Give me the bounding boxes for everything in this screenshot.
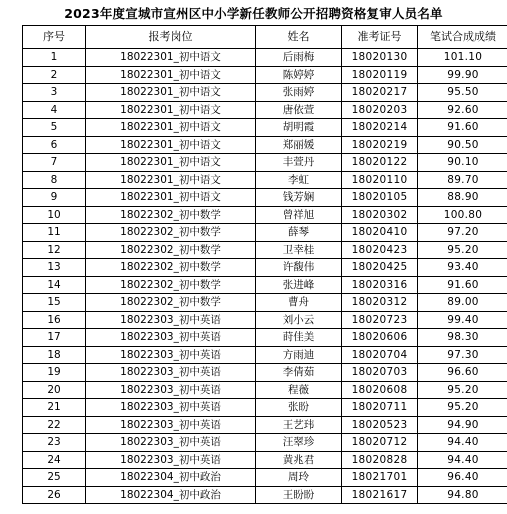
cell-seq: 16	[23, 311, 86, 329]
cell-name: 张进峰	[256, 276, 342, 294]
table-row	[23, 486, 507, 504]
cell-exam-id: 18020723	[342, 311, 418, 329]
cell-position: 18022303_初中英语	[86, 399, 256, 417]
table-row	[23, 364, 507, 382]
cell-exam-id: 18020425	[342, 259, 418, 277]
cell-score: 97.30	[418, 346, 507, 364]
cell-score: 96.40	[418, 469, 507, 487]
cell-score: 90.10	[418, 154, 507, 172]
table-row	[23, 49, 507, 67]
cell-seq: 17	[23, 329, 86, 347]
cell-name: 王盼盼	[256, 486, 342, 504]
cell-seq: 11	[23, 224, 86, 242]
cell-position: 18022303_初中英语	[86, 329, 256, 347]
cell-name: 王艺玮	[256, 416, 342, 434]
cell-exam-id: 18020302	[342, 206, 418, 224]
cell-name: 汪翠珍	[256, 434, 342, 452]
cell-position: 18022303_初中英语	[86, 346, 256, 364]
cell-exam-id: 18020712	[342, 434, 418, 452]
cell-score: 98.30	[418, 329, 507, 347]
table-row	[23, 381, 507, 399]
cell-exam-id: 18020110	[342, 171, 418, 189]
cell-position: 18022301_初中语文	[86, 136, 256, 154]
cell-position: 18022302_初中数学	[86, 294, 256, 312]
cell-name: 许馥伟	[256, 259, 342, 277]
document-title: 2023年度宣城市宣州区中小学新任教师公开招聘资格复审人员名单	[64, 6, 443, 21]
cell-seq: 8	[23, 171, 86, 189]
table-row	[23, 434, 507, 452]
candidate-table	[22, 25, 507, 504]
table-row	[23, 154, 507, 172]
cell-position: 18022303_初中英语	[86, 364, 256, 382]
cell-seq: 14	[23, 276, 86, 294]
cell-seq: 2	[23, 66, 86, 84]
cell-score: 95.20	[418, 399, 507, 417]
cell-seq: 21	[23, 399, 86, 417]
table-row	[23, 294, 507, 312]
cell-name: 方雨迪	[256, 346, 342, 364]
cell-score: 95.50	[418, 84, 507, 102]
cell-name: 周玲	[256, 469, 342, 487]
cell-seq: 3	[23, 84, 86, 102]
cell-position: 18022301_初中语文	[86, 66, 256, 84]
cell-exam-id: 18020219	[342, 136, 418, 154]
cell-seq: 7	[23, 154, 86, 172]
cell-name: 郑丽媛	[256, 136, 342, 154]
cell-seq: 20	[23, 381, 86, 399]
table-row	[23, 206, 507, 224]
cell-score: 89.00	[418, 294, 507, 312]
table-row	[23, 451, 507, 469]
cell-exam-id: 18020410	[342, 224, 418, 242]
cell-score: 89.70	[418, 171, 507, 189]
header-score: 笔试合成成绩	[418, 26, 507, 49]
cell-seq: 18	[23, 346, 86, 364]
cell-name: 曾祥旭	[256, 206, 342, 224]
header-exam-id: 准考证号	[342, 26, 418, 49]
cell-position: 18022302_初中数学	[86, 224, 256, 242]
cell-score: 99.90	[418, 66, 507, 84]
cell-exam-id: 18020523	[342, 416, 418, 434]
cell-score: 94.40	[418, 451, 507, 469]
cell-score: 90.50	[418, 136, 507, 154]
cell-score: 97.20	[418, 224, 507, 242]
cell-score: 93.40	[418, 259, 507, 277]
cell-score: 101.10	[418, 49, 507, 67]
cell-exam-id: 18020217	[342, 84, 418, 102]
cell-score: 91.60	[418, 119, 507, 137]
cell-seq: 6	[23, 136, 86, 154]
table-row	[23, 469, 507, 487]
cell-position: 18022302_初中数学	[86, 206, 256, 224]
cell-position: 18022303_初中英语	[86, 381, 256, 399]
cell-exam-id: 18020130	[342, 49, 418, 67]
cell-seq: 10	[23, 206, 86, 224]
cell-name: 李虹	[256, 171, 342, 189]
cell-seq: 1	[23, 49, 86, 67]
cell-name: 胡明霞	[256, 119, 342, 137]
cell-seq: 4	[23, 101, 86, 119]
table-row	[23, 241, 507, 259]
cell-name: 莳佳美	[256, 329, 342, 347]
cell-exam-id: 18020608	[342, 381, 418, 399]
cell-name: 后雨梅	[256, 49, 342, 67]
cell-name: 张盼	[256, 399, 342, 417]
cell-score: 94.40	[418, 434, 507, 452]
cell-score: 95.20	[418, 381, 507, 399]
cell-seq: 9	[23, 189, 86, 207]
table-row	[23, 259, 507, 277]
table-row	[23, 416, 507, 434]
table-row	[23, 329, 507, 347]
table-row	[23, 119, 507, 137]
cell-name: 黄兆君	[256, 451, 342, 469]
cell-score: 92.60	[418, 101, 507, 119]
cell-name: 钱芳娴	[256, 189, 342, 207]
cell-exam-id: 18020122	[342, 154, 418, 172]
cell-position: 18022302_初中数学	[86, 241, 256, 259]
table-row	[23, 224, 507, 242]
cell-seq: 12	[23, 241, 86, 259]
cell-score: 96.60	[418, 364, 507, 382]
cell-exam-id: 18020423	[342, 241, 418, 259]
header-position: 报考岗位	[86, 26, 256, 49]
cell-seq: 19	[23, 364, 86, 382]
cell-position: 18022303_初中英语	[86, 311, 256, 329]
cell-exam-id: 18020105	[342, 189, 418, 207]
cell-score: 88.90	[418, 189, 507, 207]
cell-position: 18022301_初中语文	[86, 49, 256, 67]
cell-seq: 22	[23, 416, 86, 434]
cell-position: 18022301_初中语文	[86, 84, 256, 102]
table-row	[23, 171, 507, 189]
cell-name: 丰萱丹	[256, 154, 342, 172]
cell-exam-id: 18021701	[342, 469, 418, 487]
cell-exam-id: 18020828	[342, 451, 418, 469]
cell-seq: 25	[23, 469, 86, 487]
table-row	[23, 346, 507, 364]
table-row	[23, 399, 507, 417]
cell-seq: 26	[23, 486, 86, 504]
cell-exam-id: 18020711	[342, 399, 418, 417]
cell-position: 18022304_初中政治	[86, 469, 256, 487]
cell-name: 薛琴	[256, 224, 342, 242]
cell-score: 100.80	[418, 206, 507, 224]
cell-position: 18022301_初中语文	[86, 189, 256, 207]
table-body	[23, 49, 507, 504]
cell-exam-id: 18020119	[342, 66, 418, 84]
cell-score: 94.90	[418, 416, 507, 434]
cell-position: 18022303_初中英语	[86, 416, 256, 434]
cell-name: 张雨婷	[256, 84, 342, 102]
cell-position: 18022303_初中英语	[86, 434, 256, 452]
cell-score: 94.80	[418, 486, 507, 504]
table-row	[23, 136, 507, 154]
cell-exam-id: 18020203	[342, 101, 418, 119]
cell-position: 18022301_初中语文	[86, 154, 256, 172]
cell-name: 程薇	[256, 381, 342, 399]
header-seq: 序号	[23, 26, 86, 49]
cell-exam-id: 18020606	[342, 329, 418, 347]
cell-score: 95.20	[418, 241, 507, 259]
table-row	[23, 101, 507, 119]
cell-exam-id: 18020704	[342, 346, 418, 364]
cell-seq: 24	[23, 451, 86, 469]
cell-exam-id: 18020214	[342, 119, 418, 137]
cell-position: 18022302_初中数学	[86, 276, 256, 294]
cell-position: 18022301_初中语文	[86, 171, 256, 189]
cell-score: 91.60	[418, 276, 507, 294]
table-row	[23, 311, 507, 329]
cell-name: 刘小云	[256, 311, 342, 329]
cell-name: 曹舟	[256, 294, 342, 312]
table-row	[23, 66, 507, 84]
cell-seq: 13	[23, 259, 86, 277]
table-header-row	[23, 26, 507, 49]
cell-seq: 15	[23, 294, 86, 312]
cell-name: 陈婷婷	[256, 66, 342, 84]
cell-position: 18022302_初中数学	[86, 259, 256, 277]
cell-score: 99.40	[418, 311, 507, 329]
table-row	[23, 276, 507, 294]
cell-exam-id: 18020703	[342, 364, 418, 382]
cell-seq: 5	[23, 119, 86, 137]
cell-position: 18022303_初中英语	[86, 451, 256, 469]
cell-name: 唐依萱	[256, 101, 342, 119]
cell-position: 18022301_初中语文	[86, 101, 256, 119]
table-row	[23, 189, 507, 207]
cell-seq: 23	[23, 434, 86, 452]
cell-exam-id: 18021617	[342, 486, 418, 504]
header-name: 姓名	[256, 26, 342, 49]
cell-name: 李倩茹	[256, 364, 342, 382]
cell-name: 卫幸桂	[256, 241, 342, 259]
cell-position: 18022301_初中语文	[86, 119, 256, 137]
cell-exam-id: 18020316	[342, 276, 418, 294]
cell-exam-id: 18020312	[342, 294, 418, 312]
cell-position: 18022304_初中政治	[86, 486, 256, 504]
table-row	[23, 84, 507, 102]
